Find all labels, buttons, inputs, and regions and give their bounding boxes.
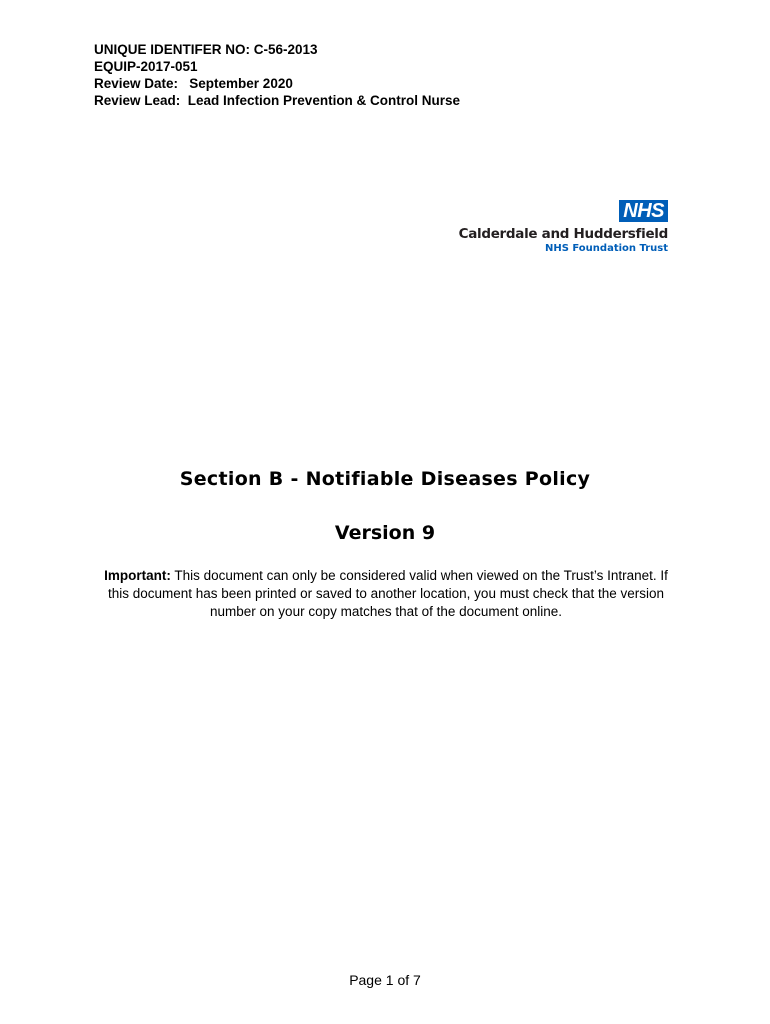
validity-notice [94, 567, 678, 621]
nhs-trust-logo [459, 200, 668, 254]
page-number: Page 1 of 7 [349, 972, 421, 988]
nhs-logo-icon: NHS [619, 200, 668, 222]
review-date: Review Date: September 2020 [94, 76, 293, 91]
document-title: Section B - Notifiable Diseases Policy [179, 468, 591, 490]
notice-text: This document can only be considered valid when viewed on the Trust’s Intranet. If this document has been printed or saved to another location, you must check that the version number on your copy matches that of the document online. [107, 568, 668, 619]
document-header [94, 41, 460, 109]
review-lead: Review Lead: Lead Infection Prevention & Control Nurse [94, 93, 461, 108]
unique-identifier: UNIQUE IDENTIFER NO: C-56-2013 [94, 42, 318, 57]
logo-trust-name: NHS Foundation Trust [544, 243, 668, 254]
notice-label: Important: [104, 568, 171, 583]
equip-reference: EQUIP-2017-051 [94, 59, 198, 74]
logo-organisation-name: Calderdale and Huddersfield [458, 226, 668, 242]
document-version: Version 9 [334, 522, 436, 544]
